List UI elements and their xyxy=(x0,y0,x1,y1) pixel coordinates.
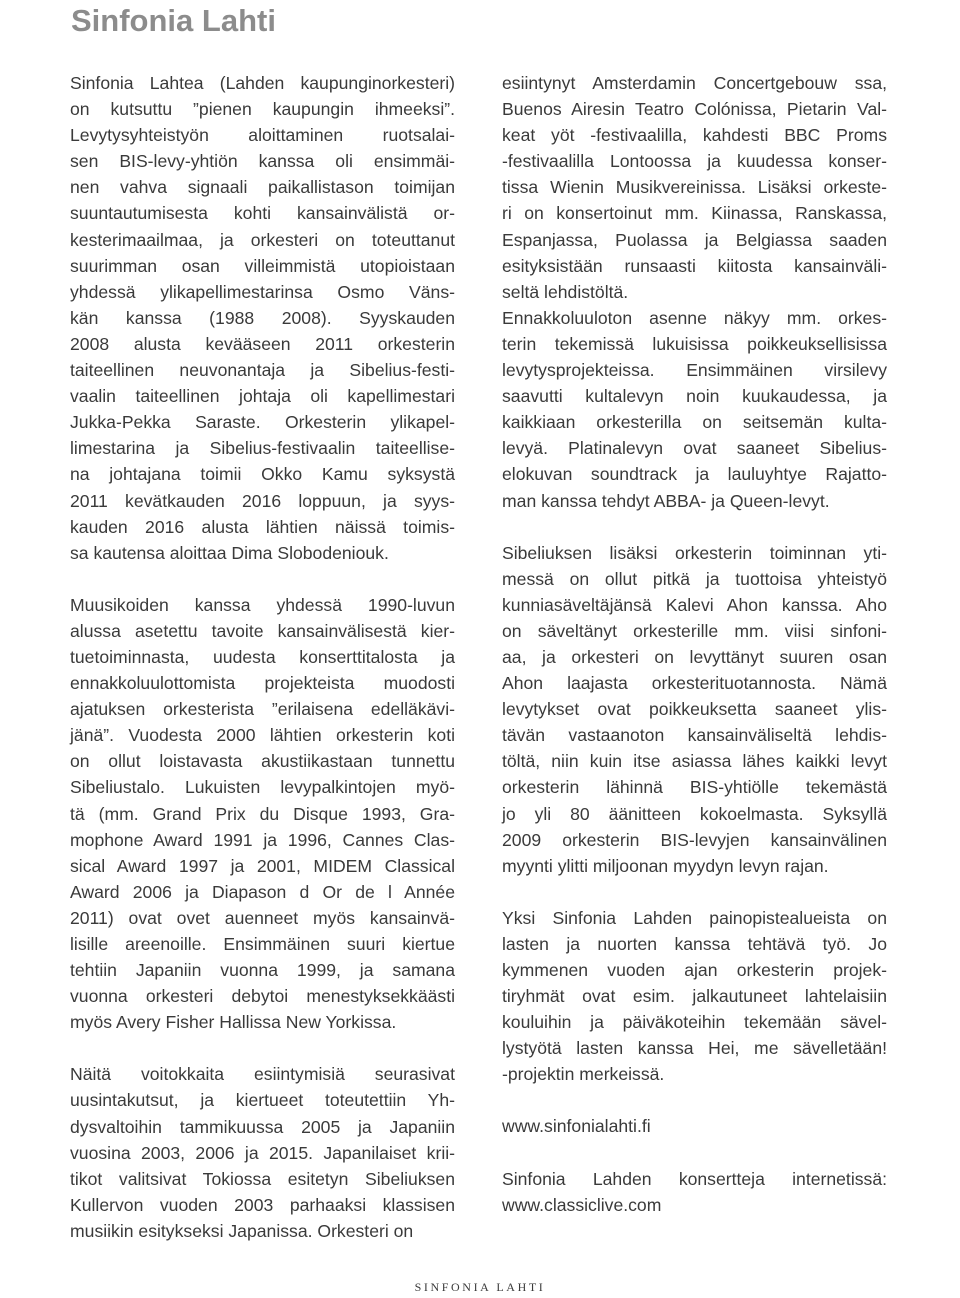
text-line: dysvaltoihin tammikuussa 2005 ja Japaniin xyxy=(70,1116,455,1137)
right-column-paragraph xyxy=(502,1166,887,1218)
text-line: orkesterin lähinnä BIS-yhtiölle tekemästä xyxy=(502,777,887,798)
text-line: on säveltänyt orkesterille mm. viisi sinfoni- xyxy=(502,620,887,641)
text-line: kymmenen vuoden ajan orkesterin projek- xyxy=(502,960,887,980)
text-line: www.classiclive.com xyxy=(502,1194,662,1215)
text-line: myös Avery Fisher Hallissa New Yorkissa. xyxy=(70,1012,397,1033)
text-line: Kullervon vuoden 2003 parhaaksi klassisen xyxy=(70,1194,455,1215)
text-line: Muusikoiden kanssa yhdessä 1990-luvun xyxy=(70,594,455,615)
text-line: Levytysyhteistyön aloittaminen ruotsalai- xyxy=(70,125,455,146)
left-column-paragraph xyxy=(70,592,455,1036)
text-line: Sibeliustalo. Lukuisten levypalkintojen myö- xyxy=(70,777,455,798)
text-line: vuonna orkesteri debytoi menestyksekkäästi xyxy=(70,986,455,1007)
text-line: uusintakutsut, ja kiertueet toteutettiin Yh- xyxy=(70,1090,455,1111)
text-line: töltä, niin kuin itse asiassa lähes kaikki levyt xyxy=(502,751,887,772)
text-line: messä on ollut pitkä ja tuottoisa yhteistyö xyxy=(502,568,887,589)
text-line: esityksistään runsaasti kiitosta kansainväli- xyxy=(502,255,887,276)
text-line: tä (mm. Grand Prix du Disque 1993, Gra- xyxy=(70,803,455,824)
text-line: kunniasäveltäjänsä Kalevi Ahon kanssa. Aho xyxy=(502,594,887,615)
paragraph-gap xyxy=(70,566,455,592)
text-line: on kutsuttu ”pienen kaupungin ihmeeksi”. xyxy=(70,99,455,120)
text-line: kän kanssa (1988 2008). Syyskauden xyxy=(70,307,455,328)
left-column-paragraph xyxy=(70,70,455,566)
text-line: Espanjassa, Puolassa ja Belgiassa saaden xyxy=(502,229,887,250)
paragraph-gap xyxy=(70,1035,455,1061)
text-line: keat yöt -festivaalilla, kahdesti BBC Proms xyxy=(502,125,887,146)
text-line: jänä”. Vuodesta 2000 lähtien orkesterin koti xyxy=(70,725,455,746)
text-line: 2011 kevätkauden 2016 loppuun, ja syys- xyxy=(70,490,455,511)
page-footer: SINFONIA LAHTI xyxy=(414,1280,546,1294)
text-line: myynti ylitti miljoonan myydyn levyn rajan. xyxy=(502,855,829,876)
text-line: tissa Wienin Musikvereinissa. Lisäksi orkeste- xyxy=(502,177,887,198)
text-line: Buenos Airesin Teatro Colónissa, Pietarin Val- xyxy=(502,99,887,120)
text-line: seltä lehdistöltä. xyxy=(502,281,629,302)
text-line: Sinfonia Lahden konsertteja internetissä: xyxy=(502,1168,887,1189)
text-line: lasten ja nuorten kanssa tehtävä työ. Jo xyxy=(502,933,887,954)
text-line: Award 2006 ja Diapason d Or de l Année xyxy=(70,881,455,902)
text-line: suuntautumisesta kohti kansainvälistä or- xyxy=(70,203,455,224)
paragraph-gap xyxy=(502,879,887,905)
text-line: mophone Award 1991 ja 1996, Cannes Clas- xyxy=(70,829,455,850)
text-line: Sinfonia Lahtea (Lahden kaupunginorkesteri) xyxy=(70,73,455,93)
text-line: ajatuksen orkesterista ”erilaisena edelläkävi- xyxy=(70,699,455,720)
text-line: Ennakkoluuloton asenne näkyy mm. orkes- xyxy=(502,307,887,328)
text-line: tävän vastaanoton kansainväliseltä lehdis- xyxy=(502,725,887,746)
text-line: vaalin taiteellinen johtaja oli kapellimestari xyxy=(70,386,455,407)
paragraph-gap xyxy=(502,1140,887,1166)
text-line: levytysprojekteissa. Ensimmäinen virsilevy xyxy=(502,360,887,381)
text-line: kouluihin ja päiväkoteihin tekemään sävel- xyxy=(502,1012,887,1033)
text-line: lisille areenoille. Ensimmäinen suuri kiertue xyxy=(70,934,455,954)
right-column-paragraph xyxy=(502,1113,887,1139)
left-column xyxy=(70,70,455,1244)
text-line: sa kautensa aloittaa Dima Slobodeniouk. xyxy=(70,542,389,563)
text-line: tiryhmät ovat esim. jalkautuneet lahtelaisiin xyxy=(502,986,887,1007)
text-line: 2011) ovat ovet auenneet myös kansainvä- xyxy=(70,907,455,928)
text-line: kesterimaailmaa, ja orkesteri on toteuttanut xyxy=(70,229,455,250)
text-line: vuosina 2003, 2006 ja 2015. Japanilaiset krii- xyxy=(70,1142,455,1163)
text-line: -projektin merkeissä. xyxy=(502,1064,665,1085)
text-line: tuetoiminnasta, uudesta konserttitalosta ja xyxy=(70,646,455,667)
text-line: 2009 orkesterin BIS-levyjen kansainvälinen xyxy=(502,829,887,850)
text-line: www.sinfonialahti.fi xyxy=(502,1116,651,1137)
text-line: taiteellinen neuvonantaja ja Sibelius-festi- xyxy=(70,360,455,381)
text-line: -festivaalilla Lontoossa ja kuudessa konser- xyxy=(502,151,887,172)
text-line: sen BIS-levy-yhtiön kanssa oli ensimmäi- xyxy=(70,151,455,172)
text-line: sical Award 1997 ja 2001, MIDEM Classical xyxy=(70,855,455,876)
page-title: Sinfonia Lahti xyxy=(71,3,276,38)
right-column-paragraph xyxy=(502,905,887,1088)
text-line: aa, ja orkesteri on levyttänyt suuren osan xyxy=(502,646,887,667)
text-line: Ahon laajasta orkesterituotannosta. Nämä xyxy=(502,673,887,694)
text-line: tehtiin Japaniin vuonna 1999, ja samana xyxy=(70,960,455,981)
left-column-paragraph xyxy=(70,1061,455,1244)
right-column xyxy=(502,70,887,1218)
text-line: limestarina ja Sibelius-festivaalin taiteellise- xyxy=(70,438,455,459)
text-line: Yksi Sinfonia Lahden painopistealueista on xyxy=(502,907,887,928)
paragraph-gap xyxy=(502,514,887,540)
right-column-paragraph xyxy=(502,70,887,514)
text-line: ennakkoluulottomista projekteista muodosti xyxy=(70,673,455,694)
text-line: lystyötä lasten kanssa Hei, me sävelletään! xyxy=(502,1038,887,1059)
text-line: saavutti kultalevyn noin kuukaudessa, ja xyxy=(502,386,887,407)
text-line: kaikkiaan orkesterilla on seitsemän kulta- xyxy=(502,412,887,433)
text-line: yhdessä ylikapellimestarinsa Osmo Väns- xyxy=(70,281,455,302)
text-line: 2008 alusta kevääseen 2011 orkesterin xyxy=(70,333,455,354)
text-line: esiintynyt Amsterdamin Concertgebouw ssa, xyxy=(502,73,887,93)
text-line: Sibeliuksen lisäksi orkesterin toiminnan yti- xyxy=(502,542,887,563)
right-column-paragraph xyxy=(502,540,887,879)
text-line: jo yli 80 äänitteen kokoelmasta. Syksyllä xyxy=(502,803,887,824)
text-line: tikot valitsivat Tokiossa esitetyn Sibeliuksen xyxy=(70,1168,455,1189)
text-line: on ollut loistavasta akustiikastaan tunnettu xyxy=(70,751,455,772)
text-line: elokuvan soundtrack ja lauluyhtye Rajatto- xyxy=(502,464,887,485)
text-line: musiikin esitykseksi Japanissa. Orkesteri on xyxy=(70,1220,414,1241)
text-line: levytykset ovat poikkeuksetta saaneet ylis- xyxy=(502,699,887,720)
text-line: alussa asetettu tavoite kansainvälisestä kier- xyxy=(70,620,455,641)
text-line: levyä. Platinalevyn ovat saaneet Sibelius- xyxy=(502,438,887,459)
text-line: suurimman osan villeimmistä utopioistaan xyxy=(70,255,455,276)
text-line: Jukka-Pekka Saraste. Orkesterin ylikapel- xyxy=(70,412,455,433)
text-line: kauden 2016 alusta lähtien näissä toimis- xyxy=(70,516,455,537)
text-line: Näitä voitokkaita esiintymisiä seurasivat xyxy=(70,1064,455,1085)
paragraph-gap xyxy=(502,1087,887,1113)
text-line: ri on konsertoinut mm. Kiinassa, Ranskassa, xyxy=(502,203,887,224)
text-line: terin tekemissä lukuisissa poikkeuksellisissa xyxy=(502,333,887,354)
text-line: na johtajana toimii Okko Kamu syksystä xyxy=(70,464,455,485)
text-line: nen vahva signaali paikallistason toimijan xyxy=(70,177,455,198)
text-line: man kanssa tehdyt ABBA- ja Queen-levyt. xyxy=(502,490,830,511)
